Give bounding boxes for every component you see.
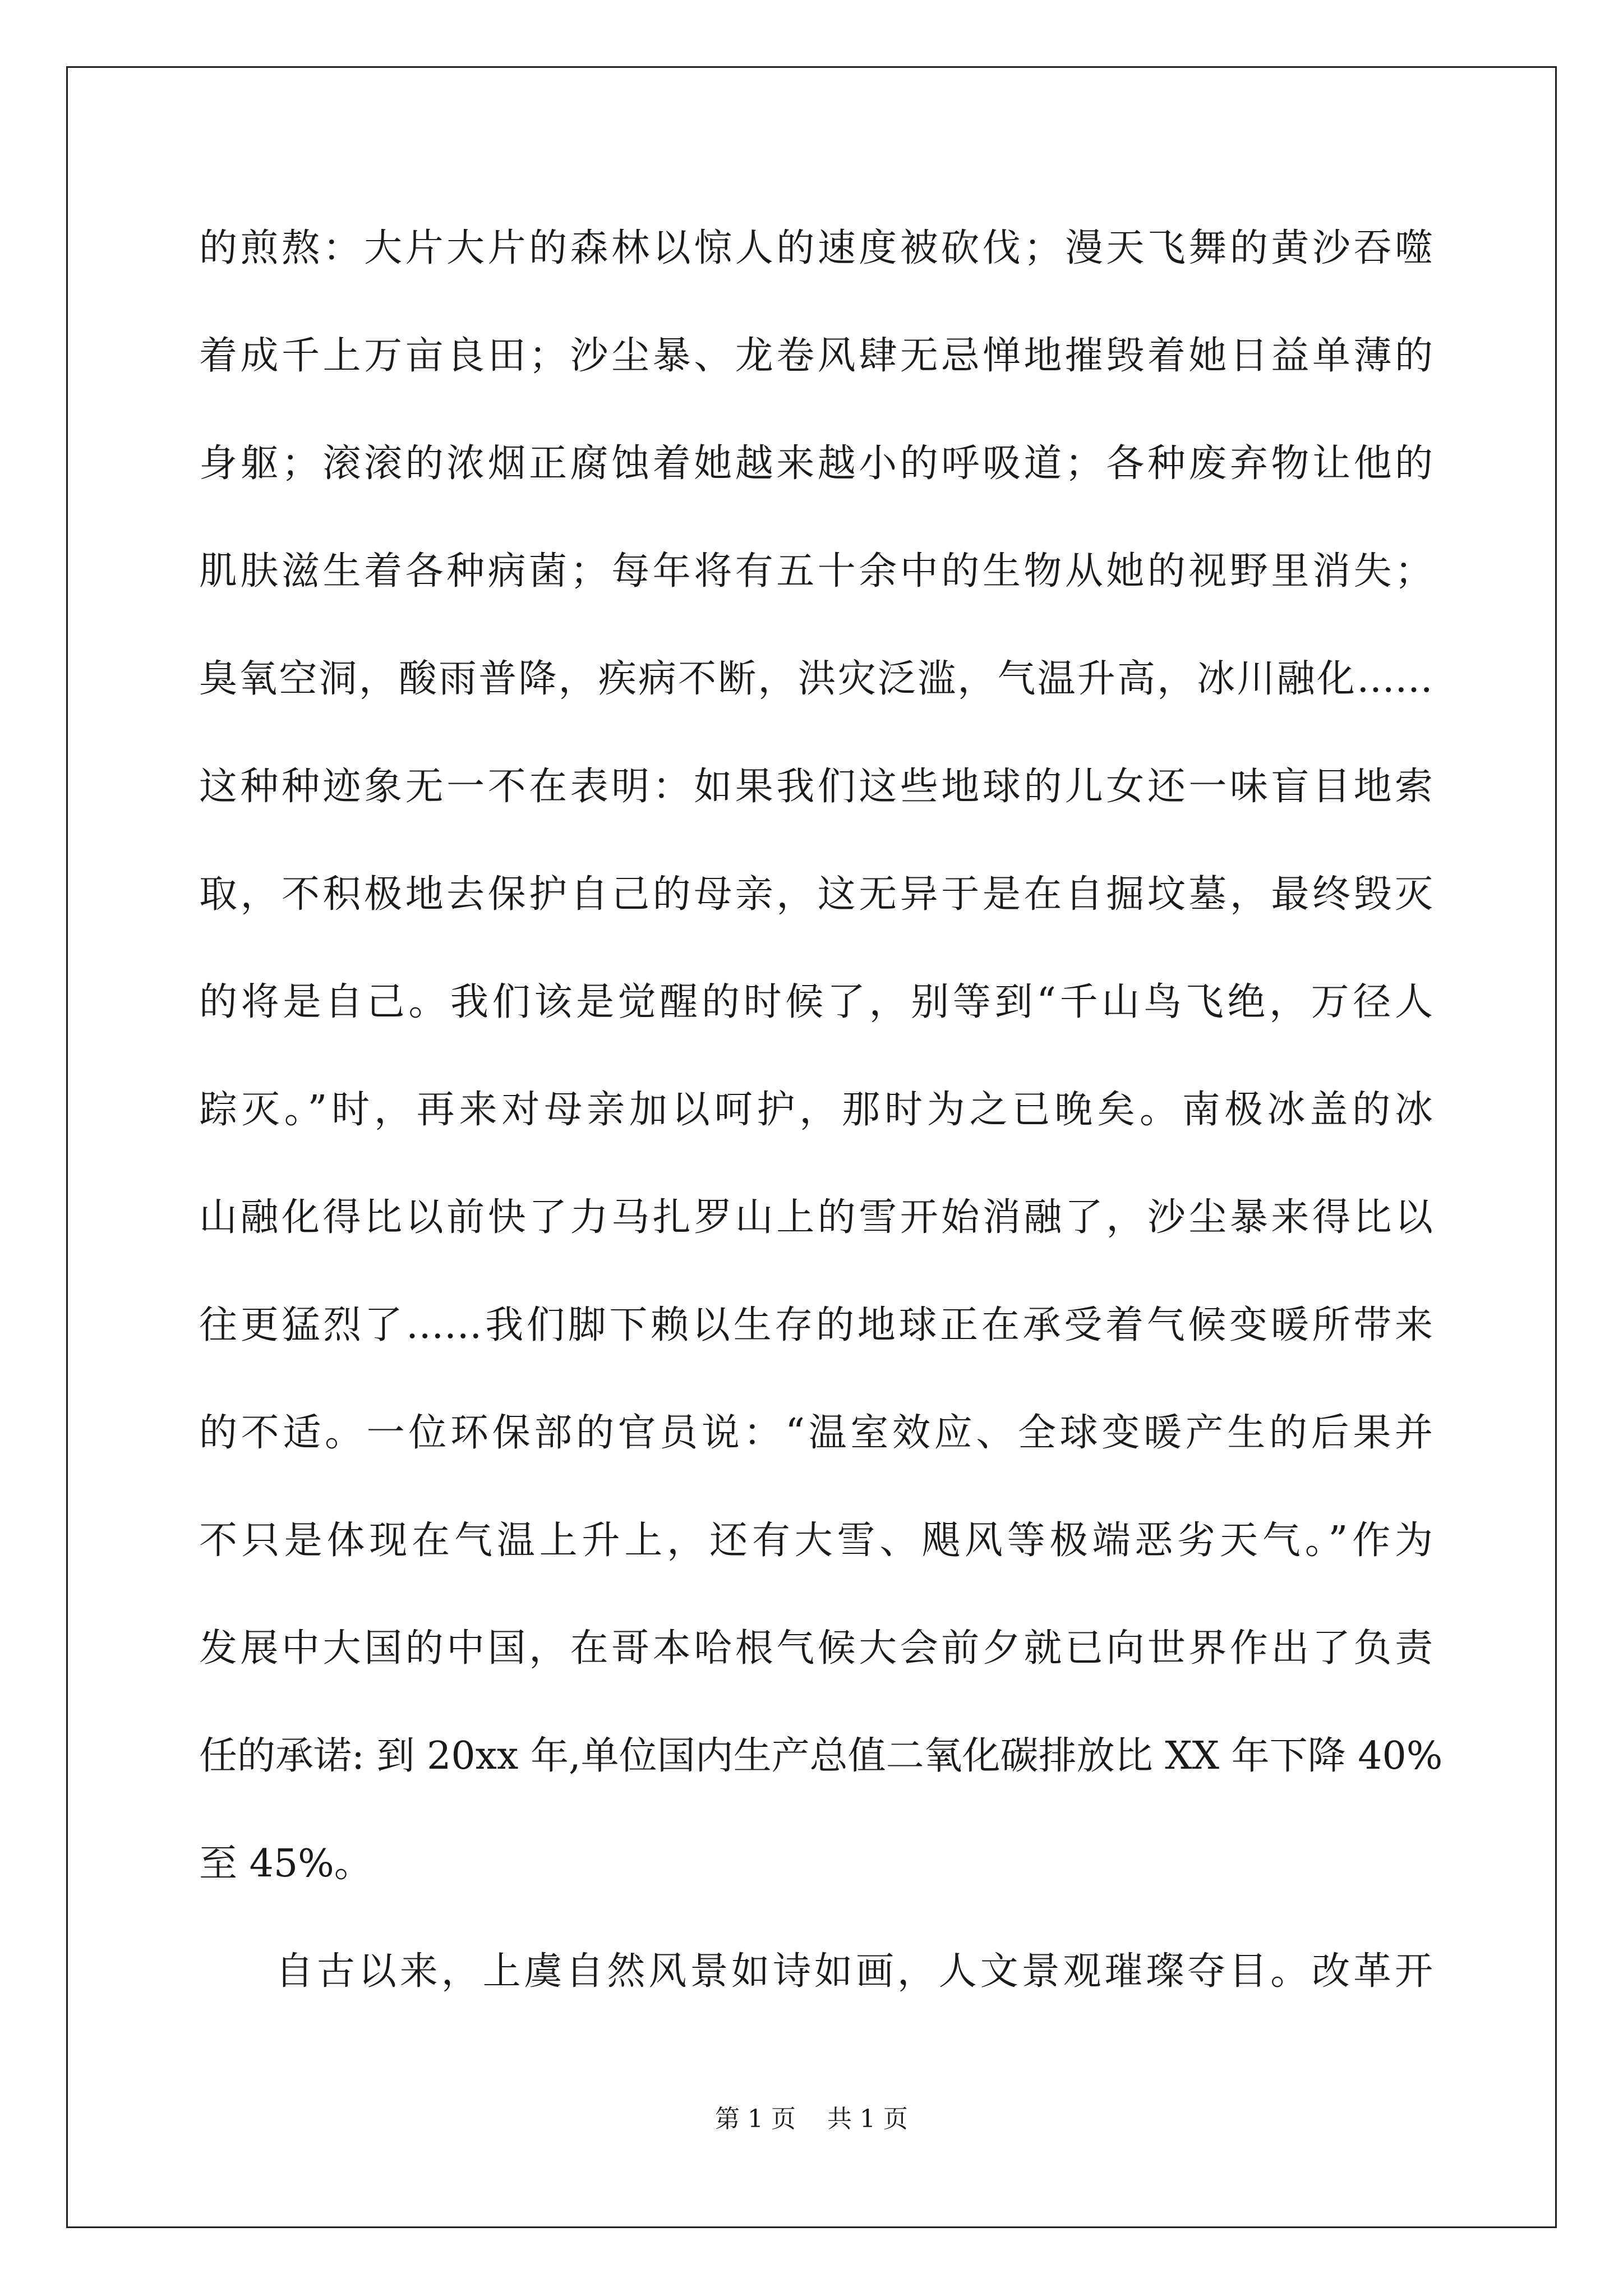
paragraph-start-line: 自古以来，上虞自然风景如诗如画，人文景观璀璨夺目。改革开 [275, 1949, 1433, 1994]
text-line: 踪灭。”时，再来对母亲加以呵护，那时为之已晚矣。南极冰盖的冰 [199, 1088, 1433, 1132]
text-line: 身躯；滚滚的浓烟正腐蚀着她越来越小的呼吸道；各种废弃物让他的 [199, 441, 1433, 486]
text-line: 发展中大国的中国，在哥本哈根气候大会前夕就已向世界作出了负责 [199, 1626, 1433, 1671]
text-line: 往更猛烈了……我们脚下赖以生存的地球正在承受着气候变暖所带来 [199, 1303, 1433, 1347]
text-line: 臭氧空洞，酸雨普降，疾病不断，洪灾泛滥，气温升高，冰川融化…… [199, 657, 1433, 701]
document-body [199, 213, 1443, 2044]
text-line: 着成千上万亩良田；沙尘暴、龙卷风肆无忌惮地摧毁着她日益单薄的 [199, 334, 1433, 378]
text-line: 的将是自己。我们该是觉醒的时候了，别等到“千山鸟飞绝，万径人 [199, 980, 1433, 1024]
page-footer: 第 1 页 共 1 页 [715, 2105, 908, 2133]
text-line: 任的承诺: 到 20xx 年,单位国内生产总值二氧化碳排放比 XX 年下降 40% [199, 1734, 1443, 1778]
text-line: 不只是体现在气温上升上，还有大雪、飓风等极端恶劣天气。”作为 [199, 1519, 1433, 1563]
text-line: 的不适。一位环保部的官员说：“温室效应、全球变暖产生的后果并 [199, 1411, 1433, 1455]
text-line: 的煎熬：大片大片的森林以惊人的速度被砍伐；漫天飞舞的黄沙吞噬 [199, 226, 1433, 270]
text-line: 取，不积极地去保护自己的母亲，这无异于是在自掘坟墓，最终毁灭 [199, 872, 1433, 917]
text-line: 这种种迹象无一不在表明：如果我们这些地球的儿女还一味盲目地索 [199, 765, 1433, 809]
text-line: 山融化得比以前快了力马扎罗山上的雪开始消融了，沙尘暴来得比以 [199, 1195, 1433, 1240]
text-line: 至 45%。 [199, 1842, 372, 1886]
text-line: 肌肤滋生着各种病菌；每年将有五十余中的生物从她的视野里消失； [199, 549, 1433, 593]
